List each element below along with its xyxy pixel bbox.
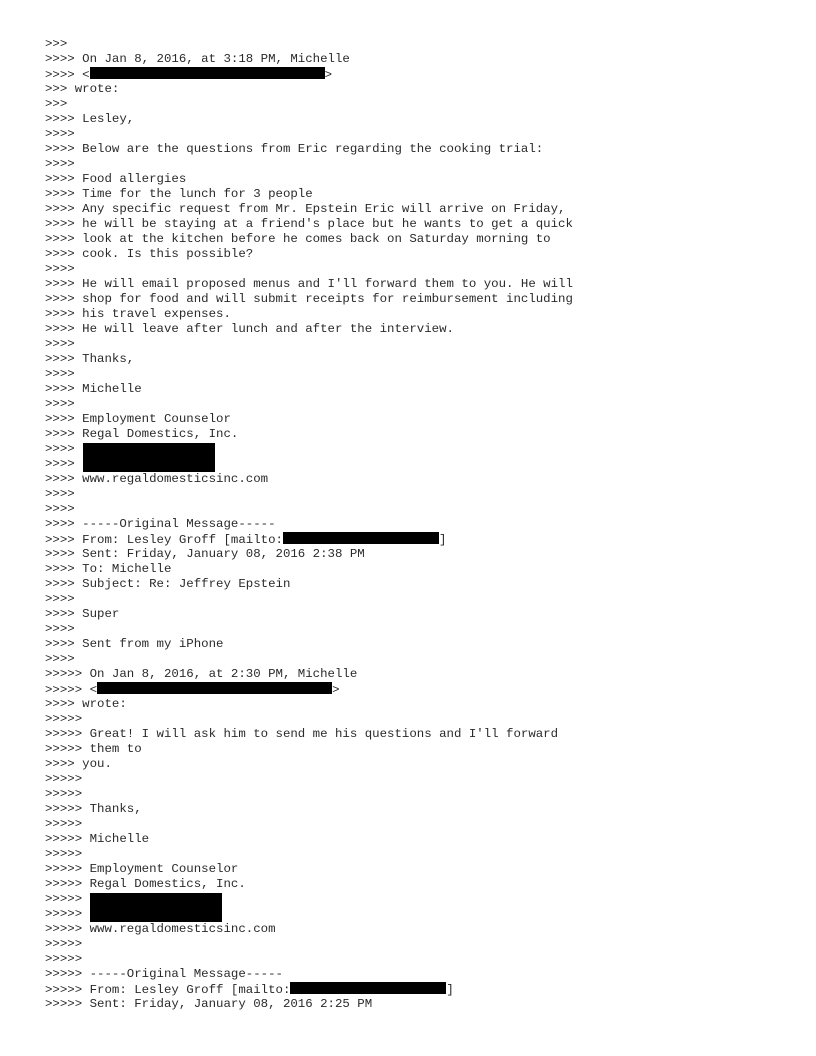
text-line: >>>> xyxy=(45,397,75,411)
text-segment: >>>>> < xyxy=(45,683,98,697)
text-line: >>>> xyxy=(45,457,75,471)
text-line: >>>> xyxy=(45,487,75,501)
text-line: >>>>> Employment Counselor xyxy=(45,862,239,876)
text-line: >>>>> Regal Domestics, Inc. xyxy=(45,877,246,891)
text-line: >>>>> xyxy=(45,712,83,726)
text-line: >>>> xyxy=(45,592,75,606)
text-line: >>>> Below are the questions from Eric regarding the cooking trial: xyxy=(45,142,544,156)
text-line: >>>>> xyxy=(45,952,83,966)
text-line: >>>> Subject: Re: Jeffrey Epstein xyxy=(45,577,291,591)
text-line: >>>> Any specific request from Mr. Epstein Eric will arrive on Friday, xyxy=(45,202,566,216)
text-line: >>>> Super xyxy=(45,607,120,621)
text-line: >>> wrote: xyxy=(45,82,120,96)
text-line: >>>>> xyxy=(45,907,83,921)
text-line xyxy=(45,532,805,547)
text-segment: > xyxy=(332,683,340,697)
text-segment: ] xyxy=(438,533,447,547)
text-line: >>>> xyxy=(45,367,75,381)
text-line: >>>>> Thanks, xyxy=(45,802,142,816)
text-line: >>>> He will leave after lunch and after the interview. xyxy=(45,322,454,336)
text-line: >>>>> xyxy=(45,847,83,861)
email-thread xyxy=(45,37,805,1012)
text-line: >>>> -----Original Message----- xyxy=(45,517,276,531)
text-line: >>>> his travel expenses. xyxy=(45,307,231,321)
text-line: >>>>> xyxy=(45,787,83,801)
text-line: >>>> xyxy=(45,262,75,276)
text-segment: >>>> xyxy=(45,442,75,456)
text-line: >>>> xyxy=(45,622,75,636)
text-line: >>>> Employment Counselor xyxy=(45,412,231,426)
text-line: >>>> xyxy=(45,652,75,666)
text-line: >>>> he will be staying at a friend's place but he wants to get a quick xyxy=(45,217,573,231)
text-line: >>>> wrote: xyxy=(45,697,127,711)
text-line: >>>>> Great! I will ask him to send me his questions and I'll forward xyxy=(45,727,559,741)
text-line: >>>> shop for food and will submit receipts for reimbursement including xyxy=(45,292,573,306)
text-line: >>>> www.regaldomesticsinc.com xyxy=(45,472,269,486)
redaction-bar xyxy=(283,532,439,544)
text-segment: >>>> From: Lesley Groff [mailto: xyxy=(45,533,283,547)
text-line: >>>> xyxy=(45,502,75,516)
text-line: >>>> Sent from my iPhone xyxy=(45,637,224,651)
text-line: >>>> Sent: Friday, January 08, 2016 2:38 PM xyxy=(45,547,365,561)
redaction-bar xyxy=(290,982,446,994)
text-line: >>>> Regal Domestics, Inc. xyxy=(45,427,239,441)
text-line: >>>> To: Michelle xyxy=(45,562,172,576)
text-line: >>>> xyxy=(45,127,75,141)
text-line: >>>> you. xyxy=(45,757,112,771)
text-line: >>>> On Jan 8, 2016, at 3:18 PM, Michelle xyxy=(45,52,350,66)
text-line xyxy=(45,892,805,907)
text-line: >>>> cook. Is this possible? xyxy=(45,247,254,261)
text-line: >>>> He will email proposed menus and I'll forward them to you. He will xyxy=(45,277,573,291)
text-line: >>>>> Michelle xyxy=(45,832,150,846)
text-segment: >>>>> From: Lesley Groff [mailto: xyxy=(45,983,291,997)
text-line: >>>> Time for the lunch for 3 people xyxy=(45,187,313,201)
text-line: >>>> Food allergies xyxy=(45,172,187,186)
text-segment: > xyxy=(324,68,333,82)
text-line: >>>> xyxy=(45,157,75,171)
text-line: >>>> look at the kitchen before he comes back on Saturday morning to xyxy=(45,232,551,246)
redaction-bar xyxy=(90,67,325,79)
text-line xyxy=(45,982,805,997)
text-line: >>> xyxy=(45,97,68,111)
text-line: >>>>> xyxy=(45,817,83,831)
text-line xyxy=(45,442,805,457)
text-line: >>>>> Sent: Friday, January 08, 2016 2:25 PM xyxy=(45,997,373,1011)
text-line: >>>> Michelle xyxy=(45,382,142,396)
text-line: >>>>> www.regaldomesticsinc.com xyxy=(45,922,276,936)
text-line: >>>>> them to xyxy=(45,742,142,756)
text-segment: >>>> < xyxy=(45,68,90,82)
text-line: >>>>> xyxy=(45,937,83,951)
text-line: >>>>> xyxy=(45,772,83,786)
text-segment: ] xyxy=(446,983,454,997)
text-line: >>>> Thanks, xyxy=(45,352,135,366)
text-segment: >>>>> xyxy=(45,892,83,906)
redaction-bar xyxy=(97,682,332,694)
text-line: >>>> Lesley, xyxy=(45,112,135,126)
text-line xyxy=(45,682,805,697)
text-line: >>> xyxy=(45,37,68,51)
text-line xyxy=(45,67,805,82)
text-line: >>>> xyxy=(45,337,75,351)
text-line: >>>>> -----Original Message----- xyxy=(45,967,283,981)
text-line: >>>>> On Jan 8, 2016, at 2:30 PM, Michelle xyxy=(45,667,358,681)
